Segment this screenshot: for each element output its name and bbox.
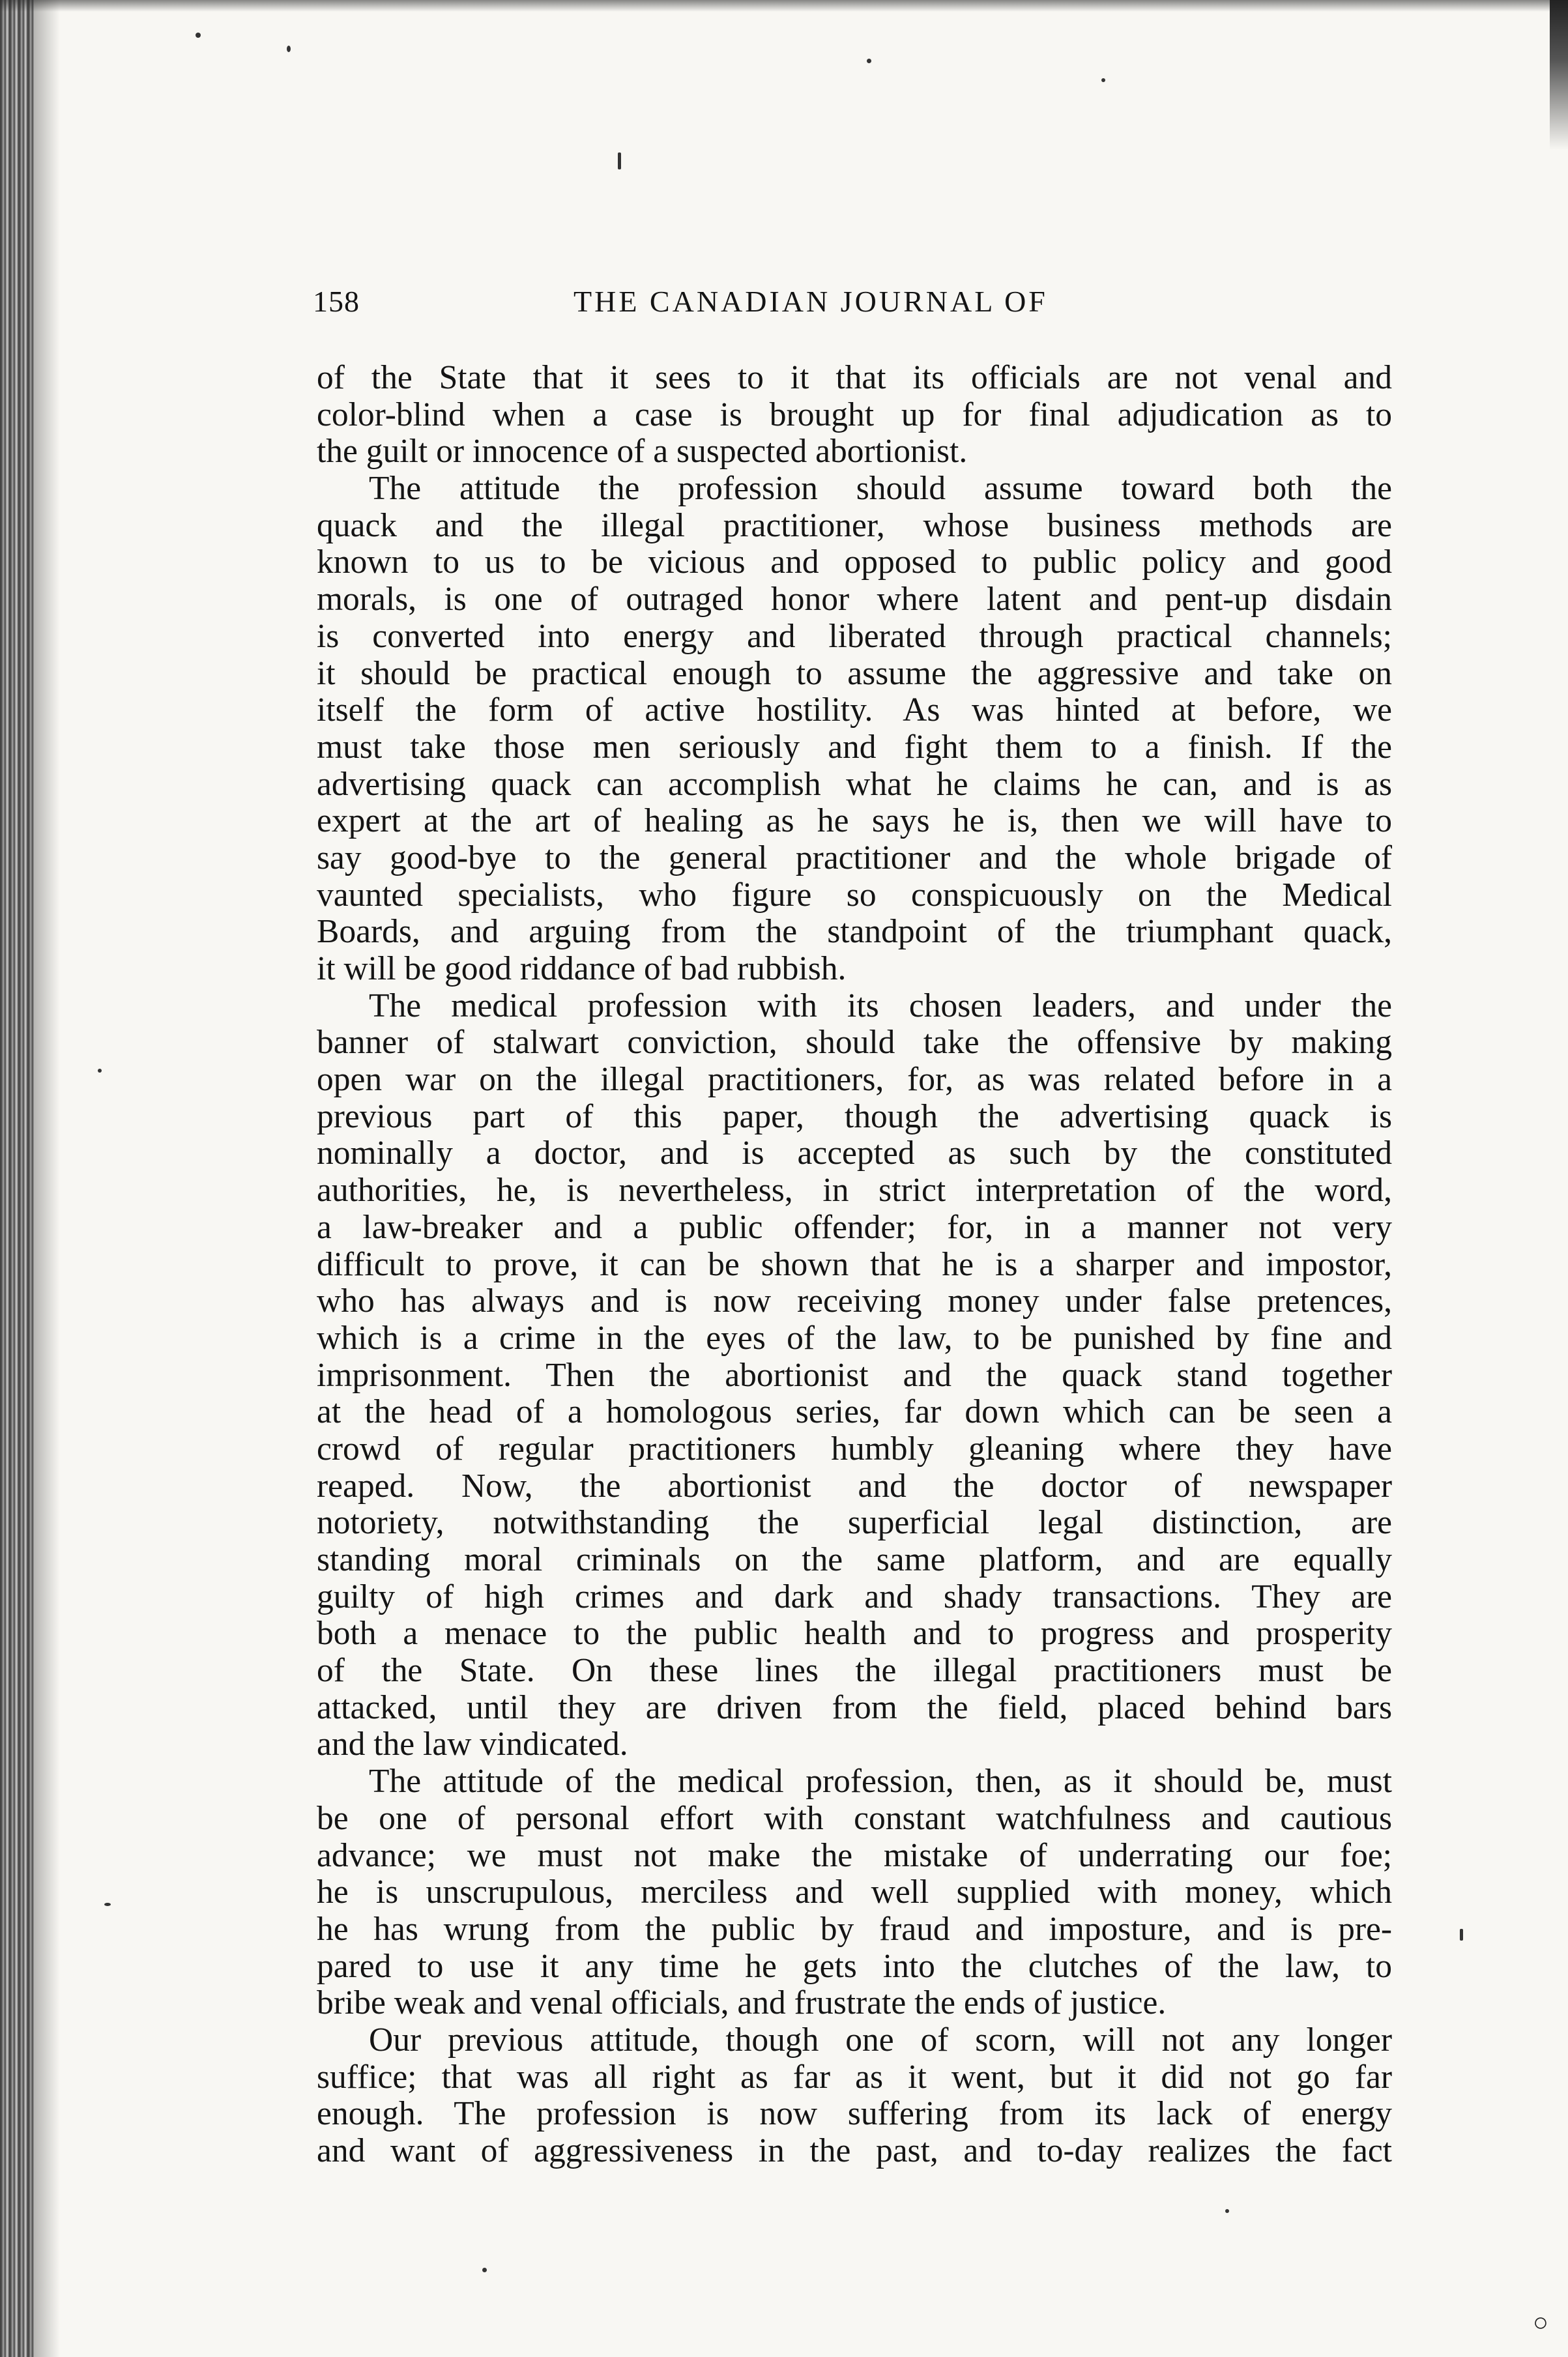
scan-speck [1101, 78, 1105, 82]
text-line: who has always and is now receiving money under false pretences, [317, 1282, 1392, 1320]
text-line: and the law vindicated. [317, 1726, 628, 1763]
running-head: THE CANADIAN JOURNAL OF [573, 285, 1048, 318]
text-line: authorities, he, is nevertheless, in strict interpretation of the word, [317, 1172, 1392, 1209]
text-line: advance; we must not make the mistake of underrating our foe; [317, 1836, 1392, 1874]
text-line: he is unscrupulous, merciless and well supplied with money, which [317, 1873, 1392, 1911]
right-edge-mark [1550, 0, 1568, 150]
text-line: standing moral criminals on the same platform, and are equally [317, 1541, 1392, 1578]
text-line: is converted into energy and liberated through practical channels; [317, 617, 1392, 655]
scan-speck [287, 46, 291, 52]
text-line: say good-bye to the general practitioner and the whole brigade of [317, 839, 1392, 876]
text-line: quack and the illegal practitioner, whose business methods are [317, 506, 1392, 544]
text-line: a law-breaker and a public offender; for, in a manner not very [317, 1208, 1392, 1246]
text-line: notoriety, notwithstanding the superficial legal distinction, are [317, 1504, 1392, 1542]
scan-speck [482, 2268, 487, 2272]
text-line: Boards, and arguing from the standpoint of the triumphant quack, [317, 913, 1392, 951]
text-line: difficult to prove, it can be shown that he is a sharper and impostor, [317, 1245, 1392, 1283]
text-line: and want of aggressiveness in the past, and to-day realizes the fact [317, 2132, 1392, 2169]
binding-gutter-shadow [0, 0, 34, 2357]
text-line: known to us to be vicious and opposed to public policy and good [317, 543, 1392, 581]
text-line: enough. The profession is now suffering from its lack of energy [317, 2095, 1392, 2133]
text-line: banner of stalwart conviction, should take the offensive by making [317, 1024, 1392, 1062]
text-line: it should be practical enough to assume the aggressive and take on [317, 654, 1392, 692]
top-edge-shadow [0, 0, 1568, 12]
text-line: the guilt or innocence of a suspected abortionist. [317, 433, 968, 470]
text-line: The attitude the profession should assume toward both the [369, 470, 1392, 508]
text-line: at the head of a homologous series, far down which can be seen a [317, 1393, 1392, 1431]
text-line: he has wrung from the public by fraud and imposture, and is pre- [317, 1910, 1392, 1948]
text-line: pared to use it any time he gets into the clutches of the law, to [317, 1947, 1392, 1985]
text-line: previous part of this paper, though the advertising quack is [317, 1097, 1392, 1135]
text-line: The medical profession with its chosen leaders, and under the [369, 987, 1392, 1024]
binding-gutter-fade [34, 0, 60, 2357]
text-line: open war on the illegal practitioners, for, as was related before in a [317, 1061, 1392, 1099]
text-line: suffice; that was all right as far as it went, but it did not go far [317, 2058, 1392, 2096]
text-line: bribe weak and venal officials, and frustrate the ends of justice. [317, 1984, 1167, 2022]
text-line: it will be good riddance of bad rubbish. [317, 950, 847, 987]
article-body [317, 360, 1392, 2170]
scan-speck [196, 33, 201, 38]
text-line: imprisonment. Then the abortionist and the quack stand together [317, 1356, 1392, 1394]
text-line: of the State that it sees to it that its officials are not venal and [317, 359, 1392, 396]
text-line: itself the form of active hostility. As was hinted at before, we [317, 691, 1392, 729]
corner-mark-icon: ○ [1532, 2307, 1548, 2337]
text-line: guilty of high crimes and dark and shady transactions. They are [317, 1578, 1392, 1615]
page-number: 158 [313, 285, 360, 318]
scan-speck [1460, 1929, 1463, 1941]
text-line: reaped. Now, the abortionist and the doctor of newspaper [317, 1467, 1392, 1505]
text-line: The attitude of the medical profession, then, as it should be, must [369, 1763, 1392, 1800]
text-line: nominally a doctor, and is accepted as such by the constituted [317, 1135, 1392, 1172]
text-line: crowd of regular practitioners humbly gleaning where they have [317, 1430, 1392, 1468]
text-line: attacked, until they are driven from the field, placed behind bars [317, 1688, 1392, 1726]
page-header [313, 284, 1395, 323]
scan-speck [104, 1903, 111, 1906]
scan-speck [867, 59, 871, 63]
text-line: expert at the art of healing as he says he is, then we will have to [317, 802, 1392, 840]
scan-speck [98, 1069, 102, 1073]
text-line: color-blind when a case is brought up for final adjudication as to [317, 396, 1392, 433]
text-line: advertising quack can accomplish what he claims he can, and is as [317, 765, 1392, 803]
text-line: of the State. On these lines the illegal practitioners must be [317, 1652, 1392, 1690]
text-line: be one of personal effort with constant watchfulness and cautious [317, 1799, 1392, 1837]
text-line: morals, is one of outraged honor where latent and pent-up disdain [317, 581, 1392, 618]
text-line: must take those men seriously and fight them to a finish. If the [317, 728, 1392, 766]
text-line: Our previous attitude, though one of scorn, will not any longer [369, 2021, 1392, 2059]
text-line: which is a crime in the eyes of the law, to be punished by fine and [317, 1319, 1392, 1357]
text-line: both a menace to the public health and to progress and prosperity [317, 1615, 1392, 1653]
scan-speck [1225, 2209, 1229, 2213]
text-line: vaunted specialists, who figure so conspicuously on the Medical [317, 876, 1392, 914]
scan-speck [618, 152, 621, 169]
